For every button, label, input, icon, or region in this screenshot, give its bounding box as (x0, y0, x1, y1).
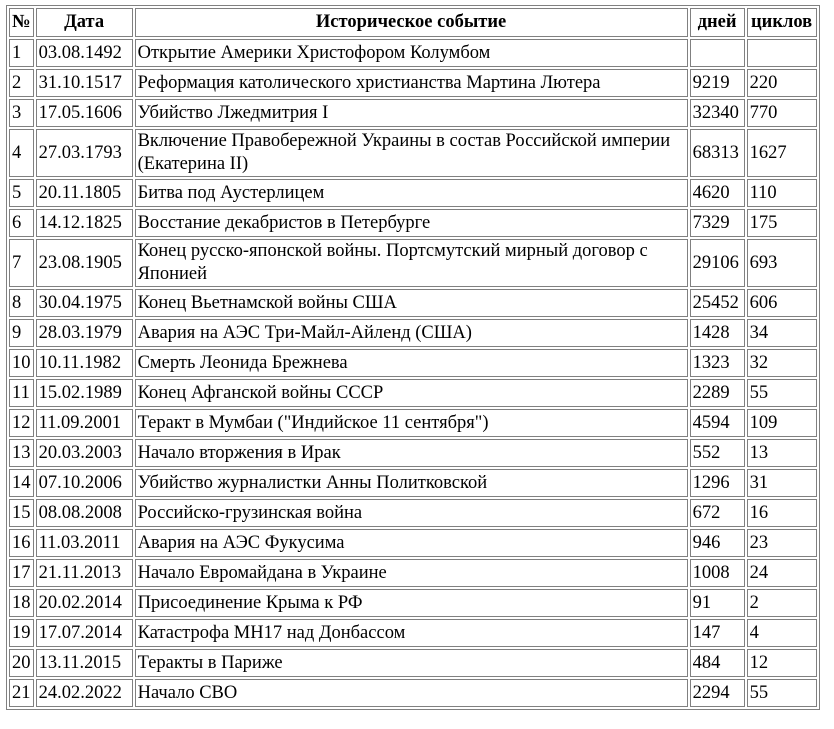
cell-cycles: 23 (747, 529, 817, 557)
cell-cycles: 32 (747, 349, 817, 377)
events-table (6, 5, 820, 710)
cell-date: 11.03.2011 (36, 529, 133, 557)
cell-event: Присоединение Крыма к РФ (135, 589, 688, 617)
cell-num: 7 (9, 239, 34, 287)
table-row (9, 209, 817, 237)
cell-num: 6 (9, 209, 34, 237)
cell-num: 1 (9, 39, 34, 67)
table-row (9, 349, 817, 377)
cell-days: 25452 (690, 289, 745, 317)
cell-date: 23.08.1905 (36, 239, 133, 287)
cell-cycles: 55 (747, 379, 817, 407)
cell-days: 91 (690, 589, 745, 617)
header-event: Историческое событие (135, 8, 688, 37)
header-row (9, 8, 817, 37)
cell-date: 20.11.1805 (36, 179, 133, 207)
cell-days: 68313 (690, 129, 745, 177)
cell-days: 9219 (690, 69, 745, 97)
header-num: № (9, 8, 34, 37)
cell-num: 3 (9, 99, 34, 127)
cell-cycles: 24 (747, 559, 817, 587)
table-row (9, 529, 817, 557)
cell-num: 8 (9, 289, 34, 317)
cell-date: 27.03.1793 (36, 129, 133, 177)
cell-num: 20 (9, 649, 34, 677)
table-row (9, 559, 817, 587)
cell-num: 16 (9, 529, 34, 557)
table-row (9, 679, 817, 707)
cell-num: 10 (9, 349, 34, 377)
cell-cycles: 693 (747, 239, 817, 287)
cell-days: 29106 (690, 239, 745, 287)
table-row (9, 439, 817, 467)
table-row (9, 289, 817, 317)
cell-date: 30.04.1975 (36, 289, 133, 317)
cell-event: Открытие Америки Христофором Колумбом (135, 39, 688, 67)
cell-date: 13.11.2015 (36, 649, 133, 677)
cell-cycles: 110 (747, 179, 817, 207)
table-row (9, 499, 817, 527)
header-days: дней (690, 8, 745, 37)
cell-cycles: 16 (747, 499, 817, 527)
table-row (9, 589, 817, 617)
cell-cycles: 770 (747, 99, 817, 127)
cell-date: 28.03.1979 (36, 319, 133, 347)
cell-num: 21 (9, 679, 34, 707)
cell-days: 4594 (690, 409, 745, 437)
cell-cycles: 31 (747, 469, 817, 497)
cell-days: 32340 (690, 99, 745, 127)
cell-date: 20.02.2014 (36, 589, 133, 617)
table-row (9, 469, 817, 497)
cell-event: Смерть Леонида Брежнева (135, 349, 688, 377)
cell-num: 13 (9, 439, 34, 467)
cell-days: 946 (690, 529, 745, 557)
cell-cycles: 220 (747, 69, 817, 97)
cell-cycles: 55 (747, 679, 817, 707)
cell-num: 18 (9, 589, 34, 617)
cell-date: 15.02.1989 (36, 379, 133, 407)
cell-event: Восстание декабристов в Петербурге (135, 209, 688, 237)
cell-date: 20.03.2003 (36, 439, 133, 467)
cell-date: 17.07.2014 (36, 619, 133, 647)
cell-cycles: 13 (747, 439, 817, 467)
cell-cycles: 12 (747, 649, 817, 677)
cell-num: 12 (9, 409, 34, 437)
table-row (9, 409, 817, 437)
cell-event: Российско-грузинская война (135, 499, 688, 527)
cell-date: 07.10.2006 (36, 469, 133, 497)
cell-days: 552 (690, 439, 745, 467)
cell-cycles: 34 (747, 319, 817, 347)
table-row (9, 379, 817, 407)
cell-cycles: 175 (747, 209, 817, 237)
cell-event: Конец русско-японской войны. Портсмутский мирный договор с Японией (135, 239, 688, 287)
cell-date: 24.02.2022 (36, 679, 133, 707)
cell-days (690, 39, 745, 67)
cell-event: Реформация католического христианства Мартина Лютера (135, 69, 688, 97)
cell-date: 03.08.1492 (36, 39, 133, 67)
table-row (9, 619, 817, 647)
table-row (9, 129, 817, 177)
cell-date: 31.10.1517 (36, 69, 133, 97)
cell-cycles: 1627 (747, 129, 817, 177)
cell-cycles: 109 (747, 409, 817, 437)
cell-event: Теракт в Мумбаи ("Индийское 11 сентября") (135, 409, 688, 437)
table-row (9, 319, 817, 347)
cell-date: 21.11.2013 (36, 559, 133, 587)
cell-event: Конец Вьетнамской войны США (135, 289, 688, 317)
cell-days: 1428 (690, 319, 745, 347)
cell-date: 17.05.1606 (36, 99, 133, 127)
table-row (9, 179, 817, 207)
cell-days: 672 (690, 499, 745, 527)
cell-days: 1296 (690, 469, 745, 497)
cell-cycles (747, 39, 817, 67)
cell-days: 4620 (690, 179, 745, 207)
cell-days: 2289 (690, 379, 745, 407)
cell-days: 1008 (690, 559, 745, 587)
cell-event: Конец Афганской войны СССР (135, 379, 688, 407)
cell-event: Убийство журналистки Анны Политковской (135, 469, 688, 497)
cell-num: 11 (9, 379, 34, 407)
table-row (9, 39, 817, 67)
cell-date: 14.12.1825 (36, 209, 133, 237)
cell-event: Авария на АЭС Фукусима (135, 529, 688, 557)
cell-num: 15 (9, 499, 34, 527)
cell-event: Начало СВО (135, 679, 688, 707)
cell-num: 19 (9, 619, 34, 647)
cell-event: Теракты в Париже (135, 649, 688, 677)
cell-days: 1323 (690, 349, 745, 377)
cell-num: 5 (9, 179, 34, 207)
cell-event: Катастрофа MH17 над Донбассом (135, 619, 688, 647)
table-row (9, 99, 817, 127)
cell-date: 10.11.1982 (36, 349, 133, 377)
cell-days: 484 (690, 649, 745, 677)
header-cycles: циклов (747, 8, 817, 37)
cell-num: 2 (9, 69, 34, 97)
header-date: Дата (36, 8, 133, 37)
cell-event: Начало Евромайдана в Украине (135, 559, 688, 587)
cell-cycles: 2 (747, 589, 817, 617)
cell-event: Битва под Аустерлицем (135, 179, 688, 207)
table-row (9, 69, 817, 97)
cell-event: Начало вторжения в Ирак (135, 439, 688, 467)
cell-num: 9 (9, 319, 34, 347)
cell-days: 147 (690, 619, 745, 647)
cell-event: Убийство Лжедмитрия I (135, 99, 688, 127)
table-row (9, 649, 817, 677)
cell-days: 7329 (690, 209, 745, 237)
cell-cycles: 606 (747, 289, 817, 317)
cell-days: 2294 (690, 679, 745, 707)
cell-cycles: 4 (747, 619, 817, 647)
cell-num: 14 (9, 469, 34, 497)
cell-date: 08.08.2008 (36, 499, 133, 527)
table-row (9, 239, 817, 287)
cell-num: 4 (9, 129, 34, 177)
cell-event: Авария на АЭС Три-Майл-Айленд (США) (135, 319, 688, 347)
cell-date: 11.09.2001 (36, 409, 133, 437)
cell-event: Включение Правобережной Украины в состав Российской империи (Екатерина II) (135, 129, 688, 177)
cell-num: 17 (9, 559, 34, 587)
